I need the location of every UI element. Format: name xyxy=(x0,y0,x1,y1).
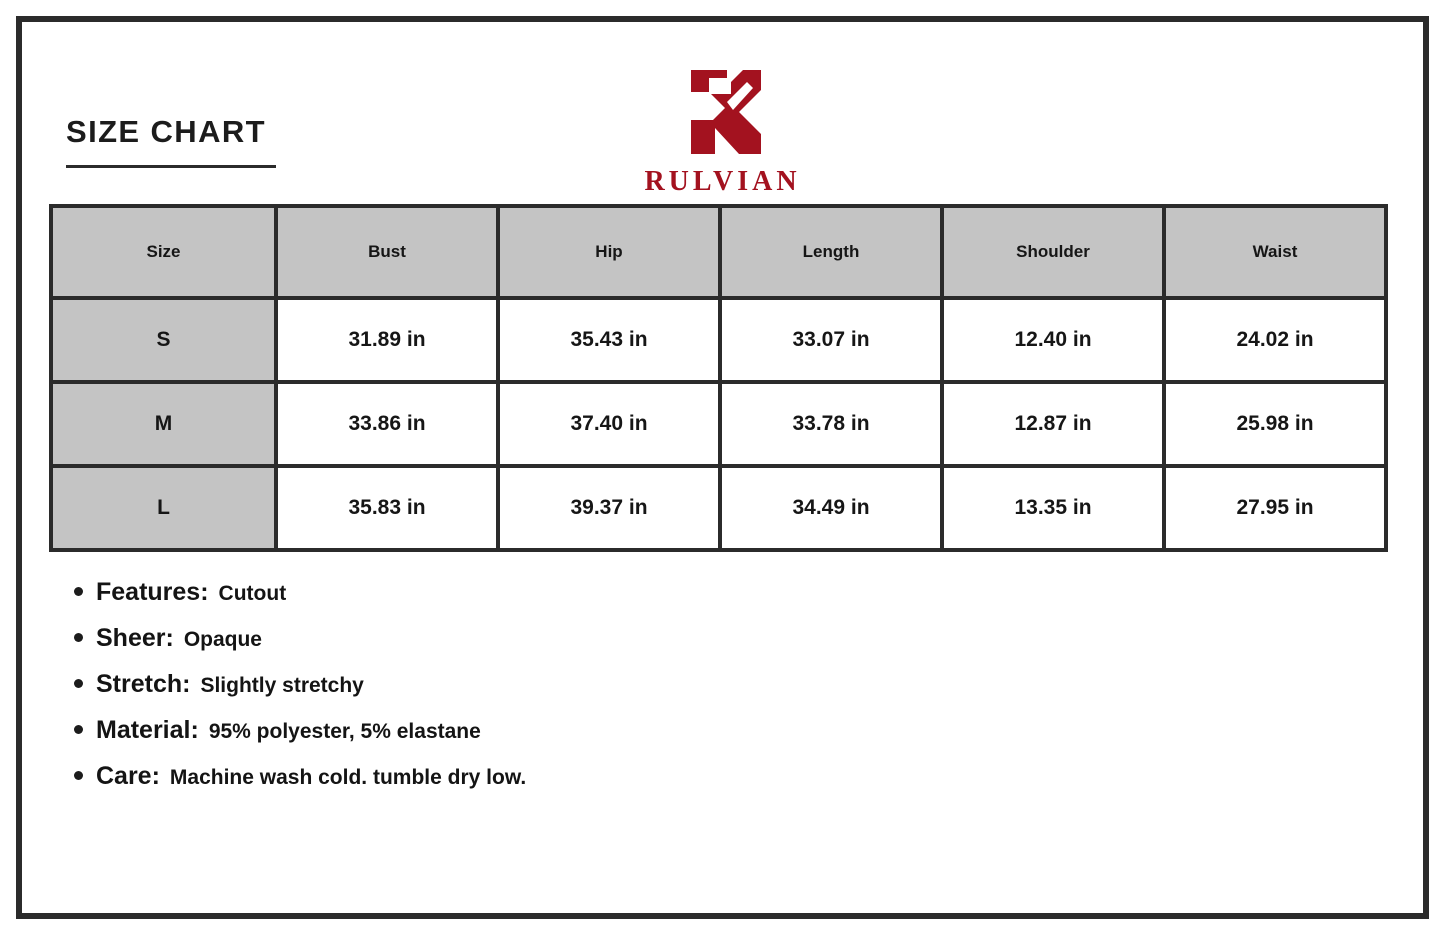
cell-size: M xyxy=(51,382,276,466)
cell-shoulder: 12.40 in xyxy=(942,298,1164,382)
column-header-bust: Bust xyxy=(276,206,498,298)
cell-waist: 27.95 in xyxy=(1164,466,1386,550)
product-details-list xyxy=(70,578,1397,791)
brand-name: RULVIAN xyxy=(644,166,801,197)
detail-label-features: Features: xyxy=(96,578,209,606)
cell-shoulder: 12.87 in xyxy=(942,382,1164,466)
detail-value-material: 95% polyester, 5% elastane xyxy=(208,720,481,743)
list-item xyxy=(70,624,1397,653)
cell-shoulder: 13.35 in xyxy=(942,466,1164,550)
column-header-waist: Waist xyxy=(1164,206,1386,298)
table-row xyxy=(51,382,1386,466)
cell-bust: 31.89 in xyxy=(276,298,498,382)
column-header-size: Size xyxy=(51,206,276,298)
cell-length: 33.07 in xyxy=(720,298,942,382)
list-item xyxy=(70,762,1397,791)
cell-size: S xyxy=(51,298,276,382)
list-item xyxy=(70,670,1397,699)
cell-hip: 39.37 in xyxy=(498,466,720,550)
document-header xyxy=(48,46,1397,204)
cell-hip: 35.43 in xyxy=(498,298,720,382)
detail-label-material: Material: xyxy=(96,716,199,744)
table-header-row xyxy=(51,206,1386,298)
cell-size: L xyxy=(51,466,276,550)
list-item xyxy=(70,716,1397,745)
list-item xyxy=(70,578,1397,607)
detail-label-care: Care: xyxy=(96,762,160,790)
detail-value-sheer: Opaque xyxy=(183,628,262,651)
cell-length: 33.78 in xyxy=(720,382,942,466)
cell-bust: 33.86 in xyxy=(276,382,498,466)
table-row xyxy=(51,298,1386,382)
detail-value-care: Machine wash cold. tumble dry low. xyxy=(169,766,527,789)
size-table-wrapper xyxy=(48,204,1397,552)
cell-bust: 35.83 in xyxy=(276,466,498,550)
cell-length: 34.49 in xyxy=(720,466,942,550)
brand-block xyxy=(48,64,1397,198)
column-header-shoulder: Shoulder xyxy=(942,206,1164,298)
column-header-length: Length xyxy=(720,206,942,298)
detail-label-stretch: Stretch: xyxy=(96,670,191,698)
column-header-hip: Hip xyxy=(498,206,720,298)
cell-waist: 25.98 in xyxy=(1164,382,1386,466)
detail-label-sheer: Sheer: xyxy=(96,624,174,652)
detail-value-stretch: Slightly stretchy xyxy=(200,674,364,697)
cell-waist: 24.02 in xyxy=(1164,298,1386,382)
page-title: SIZE CHART xyxy=(66,114,266,149)
cell-hip: 37.40 in xyxy=(498,382,720,466)
rulvian-r-monogram-icon xyxy=(669,64,777,160)
detail-value-features: Cutout xyxy=(218,582,287,605)
size-chart-table xyxy=(49,204,1388,552)
page-border-frame xyxy=(16,16,1429,919)
table-row xyxy=(51,466,1386,550)
page-content xyxy=(22,22,1423,913)
